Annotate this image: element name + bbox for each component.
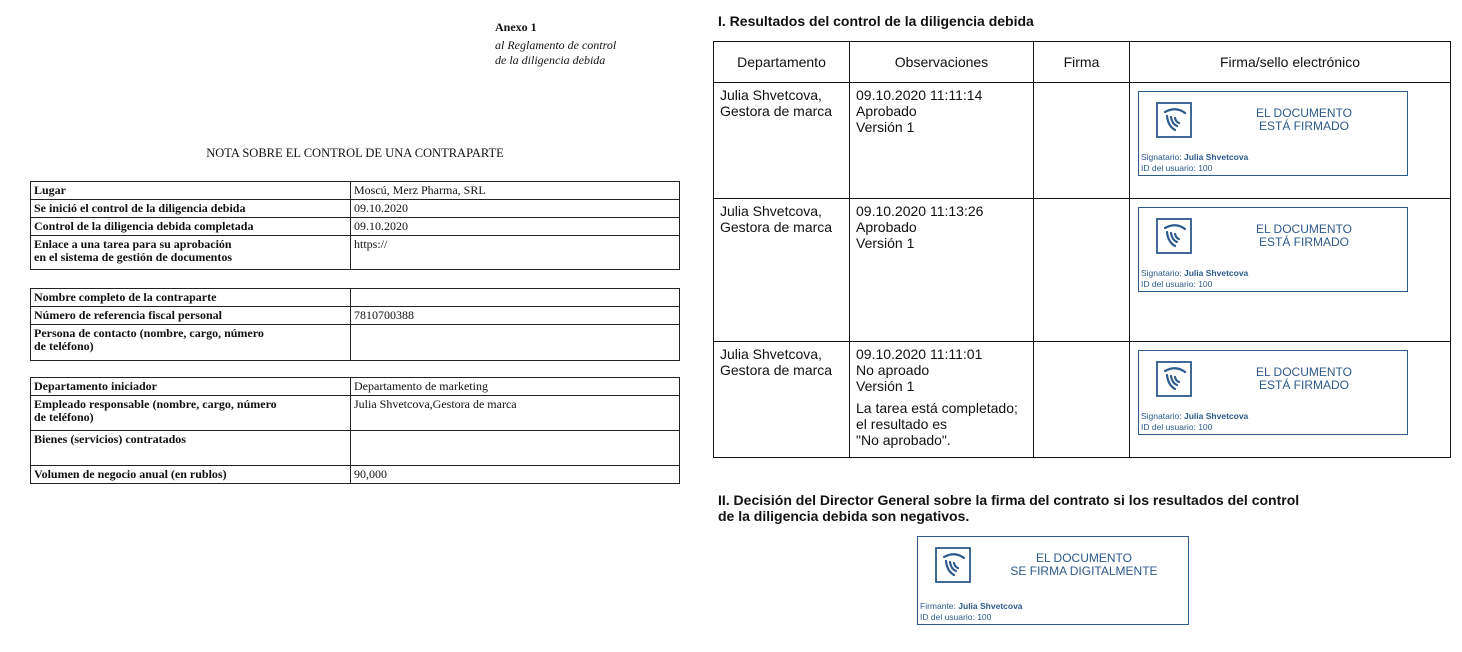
note-line: "No aprobado". — [856, 432, 951, 448]
department-line: Julia Shvetcova, — [720, 346, 822, 362]
field-label — [31, 236, 351, 270]
signer-name: Julia Shvetcova — [1184, 268, 1249, 278]
field-label — [31, 325, 351, 361]
observation-timestamp: 09.10.2020 11:11:01 — [856, 346, 983, 362]
field-value — [351, 289, 680, 307]
task-link[interactable]: https:// — [351, 236, 680, 270]
signature-logo-icon — [1156, 361, 1192, 397]
stamp-meta — [1141, 152, 1248, 174]
observation-status: Aprobado — [856, 103, 917, 119]
section2-title-line: II. Decisión del Director General sobre la firma del contrato si los resultados del control — [718, 492, 1300, 508]
field-label: Bienes (servicios) contratados — [31, 431, 351, 466]
field-value: Julia Shvetcova,Gestora de marca — [351, 396, 680, 431]
field-value: Departamento de marketing — [351, 378, 680, 396]
signature-cell — [1034, 342, 1130, 458]
field-label: Número de referencia fiscal personal — [31, 307, 351, 325]
signature-logo-icon — [1156, 218, 1192, 254]
table-row — [714, 342, 1451, 458]
user-id: 100 — [1198, 279, 1213, 289]
e-signature-cell — [1130, 342, 1451, 458]
stamp-text — [1209, 223, 1399, 249]
user-id: 100 — [1198, 422, 1213, 432]
department-line: Gestora de marca — [720, 103, 833, 119]
user-id: 100 — [1198, 163, 1213, 173]
nota-title: NOTA SOBRE EL CONTROL DE UNA CONTRAPARTE — [206, 146, 504, 160]
annex-subtitle-line2: de la diligencia debida — [495, 53, 606, 67]
field-label-line: en el sistema de gestión de documentos — [34, 250, 232, 264]
results-header-row — [714, 42, 1451, 83]
signature-logo-icon — [1156, 102, 1192, 138]
stamp-meta — [1141, 411, 1248, 433]
stamp-id-line — [1141, 422, 1248, 433]
column-header: Firma/sello electrónico — [1130, 42, 1451, 83]
field-label-line: Persona de contacto (nombre, cargo, número — [34, 326, 264, 340]
observation-version: Versión 1 — [856, 119, 915, 135]
field-label — [31, 396, 351, 431]
stamp-meta — [1141, 268, 1248, 290]
section2-title — [718, 492, 1358, 524]
user-id-label: ID del usuario: — [1141, 422, 1196, 432]
signer-name: Julia Shvetcova — [958, 601, 1023, 611]
counterparty-table — [30, 288, 680, 361]
signature-stamp — [1138, 91, 1408, 176]
field-value: 09.10.2020 — [351, 218, 680, 236]
location-dates-table — [30, 181, 680, 270]
observation-status: Aprobado — [856, 219, 917, 235]
observation-version: Versión 1 — [856, 235, 915, 251]
stamp-text — [1209, 107, 1399, 133]
table-row — [31, 200, 680, 218]
user-id-label: ID del usuario: — [920, 612, 975, 622]
field-value: 7810700388 — [351, 307, 680, 325]
stamp-line: ESTÁ FIRMADO — [1258, 235, 1349, 249]
field-value — [351, 325, 680, 361]
table-row — [31, 236, 680, 270]
stamp-id-line — [920, 612, 1023, 623]
observations-cell — [850, 342, 1034, 458]
signature-logo-icon — [935, 547, 971, 583]
director-signature-stamp — [917, 536, 1189, 625]
department-line: Gestora de marca — [720, 219, 833, 235]
note-line: el resultado es — [856, 416, 948, 432]
stamp-text — [988, 552, 1180, 578]
signature-stamp — [1138, 350, 1408, 435]
field-label-line: Enlace a una tarea para su aprobación — [34, 237, 232, 251]
column-header: Observaciones — [850, 42, 1034, 83]
table-row — [31, 325, 680, 361]
department-cell — [714, 83, 850, 199]
section2-title-line: de la diligencia debida son negativos. — [718, 508, 970, 524]
table-row — [31, 307, 680, 325]
signer-label: Firmante: — [920, 601, 956, 611]
table-row — [31, 378, 680, 396]
signature-cell — [1034, 199, 1130, 342]
results-table — [713, 41, 1451, 458]
department-line: Gestora de marca — [720, 362, 833, 378]
stamp-signer-line — [1141, 268, 1248, 279]
e-signature-cell — [1130, 83, 1451, 199]
observation-status: No aproado — [856, 362, 930, 378]
column-header: Firma — [1034, 42, 1130, 83]
stamp-line: SE FIRMA DIGITALMENTE — [1010, 564, 1158, 578]
stamp-line: EL DOCUMENTO — [1255, 106, 1352, 120]
annex-header — [495, 20, 616, 68]
note-line: La tarea está completado; — [856, 400, 1018, 416]
stamp-id-line — [1141, 163, 1248, 174]
table-row — [714, 199, 1451, 342]
department-cell — [714, 342, 850, 458]
stamp-line: EL DOCUMENTO — [1035, 551, 1132, 565]
department-cell — [714, 199, 850, 342]
field-label: Nombre completo de la contraparte — [31, 289, 351, 307]
observation-timestamp: 09.10.2020 11:11:14 — [856, 87, 983, 103]
field-value: 90,000 — [351, 466, 680, 484]
observation-timestamp: 09.10.2020 11:13:26 — [856, 203, 984, 219]
column-header: Departamento — [714, 42, 850, 83]
signer-name: Julia Shvetcova — [1184, 152, 1249, 162]
signer-label: Signatario: — [1141, 152, 1182, 162]
stamp-text — [1209, 366, 1399, 392]
user-id-label: ID del usuario: — [1141, 279, 1196, 289]
field-label-line: de teléfono) — [34, 339, 94, 353]
field-value: Moscú, Merz Pharma, SRL — [351, 182, 680, 200]
section1-title: I. Resultados del control de la diligencia debida — [718, 13, 1034, 29]
annex-title: Anexo 1 — [495, 20, 537, 34]
field-label-line: Empleado responsable (nombre, cargo, número — [34, 397, 277, 411]
field-label: Se inició el control de la diligencia debida — [31, 200, 351, 218]
observations-cell — [850, 83, 1034, 199]
table-row — [31, 466, 680, 484]
table-row — [31, 182, 680, 200]
field-label: Control de la diligencia debida completada — [31, 218, 351, 236]
department-line: Julia Shvetcova, — [720, 203, 822, 219]
field-value — [351, 431, 680, 466]
annex-subtitle-line1: al Reglamento de control — [495, 38, 617, 52]
table-row — [714, 83, 1451, 199]
stamp-signer-line — [1141, 152, 1248, 163]
field-label: Departamento iniciador — [31, 378, 351, 396]
stamp-meta — [920, 601, 1023, 623]
stamp-signer-line — [920, 601, 1023, 612]
signer-label: Signatario: — [1141, 268, 1182, 278]
field-label: Volumen de negocio anual (en rublos) — [31, 466, 351, 484]
table-row — [31, 218, 680, 236]
observations-cell — [850, 199, 1034, 342]
signature-stamp — [1138, 207, 1408, 292]
table-row — [31, 396, 680, 431]
signer-name: Julia Shvetcova — [1184, 411, 1249, 421]
department-line: Julia Shvetcova, — [720, 87, 822, 103]
signature-cell — [1034, 83, 1130, 199]
stamp-line: ESTÁ FIRMADO — [1258, 119, 1349, 133]
table-row — [31, 431, 680, 466]
e-signature-cell — [1130, 199, 1451, 342]
stamp-line: ESTÁ FIRMADO — [1258, 378, 1349, 392]
stamp-line: EL DOCUMENTO — [1255, 222, 1352, 236]
initiator-table — [30, 377, 680, 484]
table-row — [31, 289, 680, 307]
observation-note — [856, 400, 1027, 448]
user-id: 100 — [977, 612, 992, 622]
signer-label: Signatario: — [1141, 411, 1182, 421]
field-label-line: de teléfono) — [34, 410, 94, 424]
observation-version: Versión 1 — [856, 378, 915, 394]
stamp-id-line — [1141, 279, 1248, 290]
field-value: 09.10.2020 — [351, 200, 680, 218]
stamp-line: EL DOCUMENTO — [1255, 365, 1352, 379]
user-id-label: ID del usuario: — [1141, 163, 1196, 173]
field-label: Lugar — [31, 182, 351, 200]
stamp-signer-line — [1141, 411, 1248, 422]
